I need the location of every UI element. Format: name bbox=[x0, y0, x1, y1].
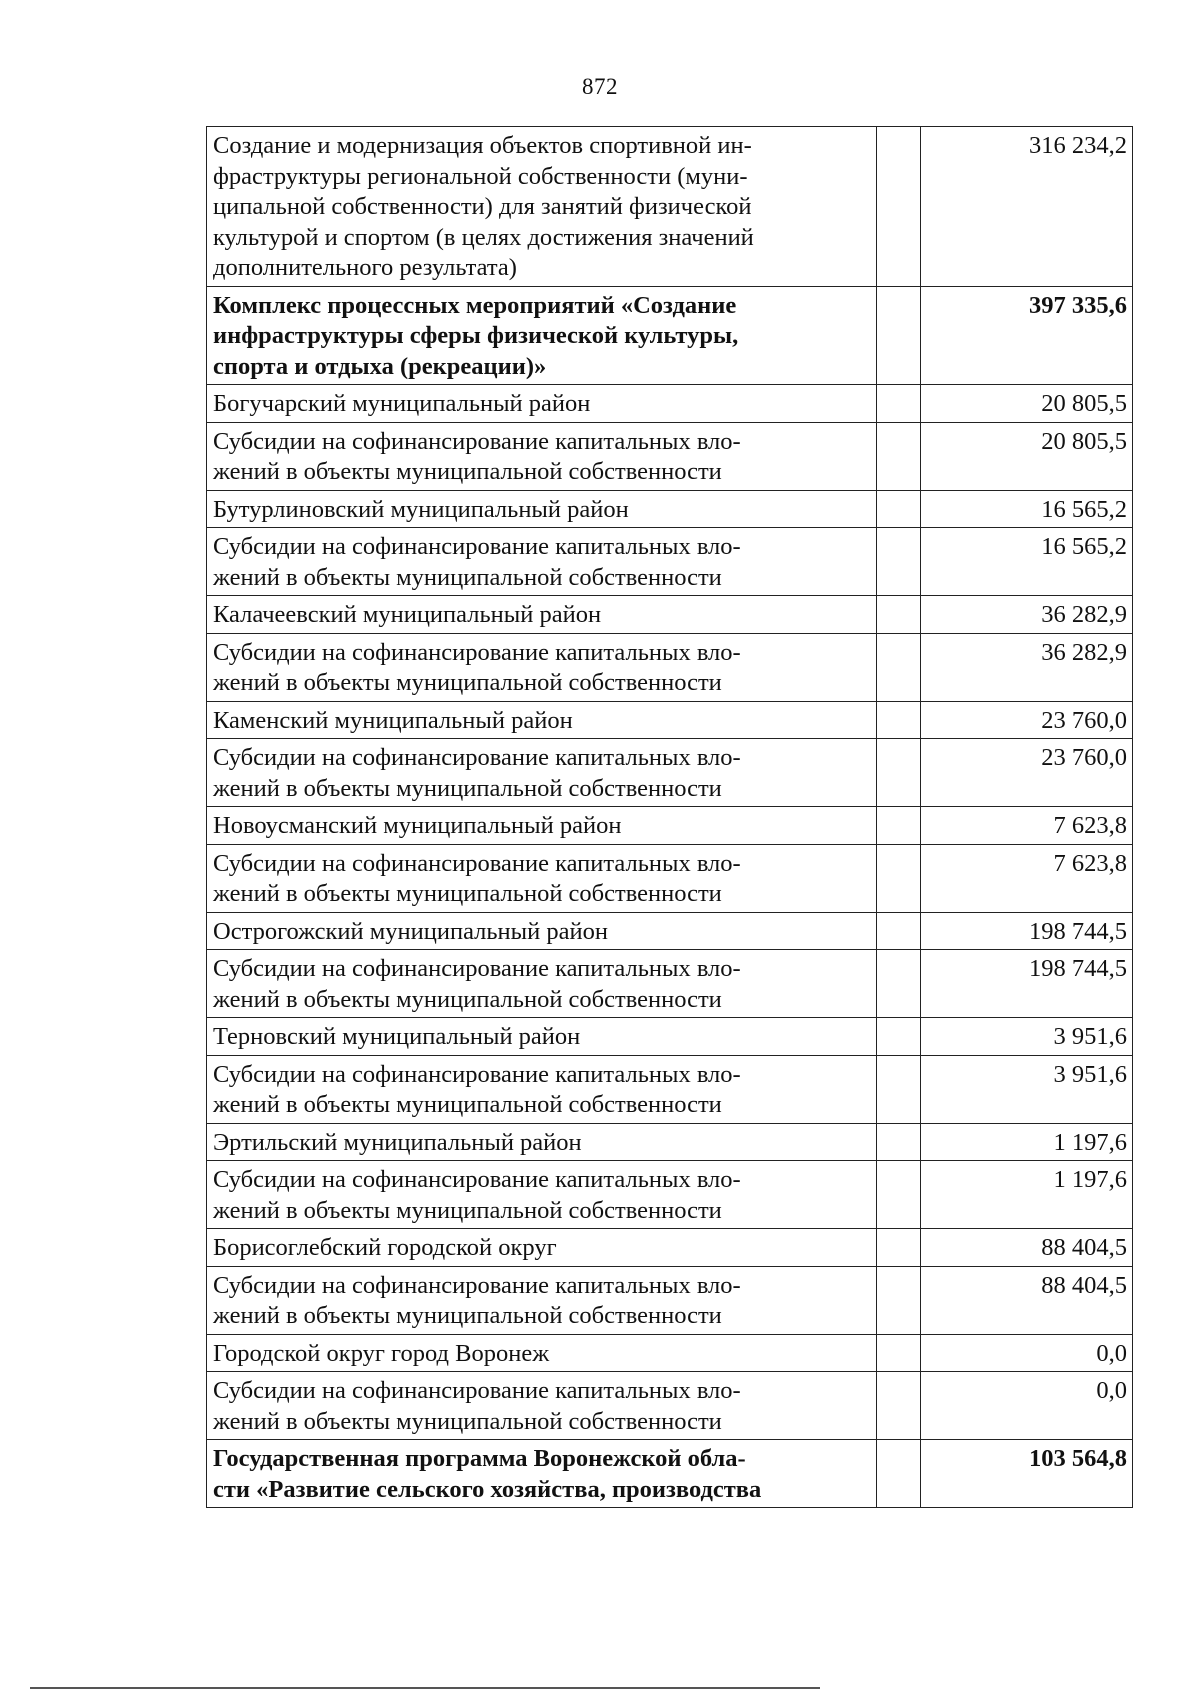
row-empty-cell bbox=[877, 286, 921, 385]
table-row bbox=[207, 807, 1133, 845]
row-description bbox=[207, 1266, 877, 1334]
page-bottom-rule bbox=[30, 1687, 820, 1689]
row-description-line: Государственная программа Воронежской обла- bbox=[213, 1445, 746, 1472]
row-amount: 198 744,5 bbox=[921, 912, 1133, 950]
row-amount: 23 760,0 bbox=[921, 739, 1133, 807]
row-empty-cell bbox=[877, 528, 921, 596]
row-description-line: жений в объекты муниципальной собственности bbox=[213, 1196, 722, 1224]
table-row bbox=[207, 1055, 1133, 1123]
row-empty-cell bbox=[877, 701, 921, 739]
row-empty-cell bbox=[877, 807, 921, 845]
table-row bbox=[207, 1266, 1133, 1334]
row-amount: 88 404,5 bbox=[921, 1229, 1133, 1267]
row-description bbox=[207, 950, 877, 1018]
table-row bbox=[207, 528, 1133, 596]
table-row bbox=[207, 633, 1133, 701]
row-description bbox=[207, 912, 877, 950]
row-description bbox=[207, 596, 877, 634]
row-description bbox=[207, 1161, 877, 1229]
table-row bbox=[207, 739, 1133, 807]
table-row bbox=[207, 1229, 1133, 1267]
row-amount: 16 565,2 bbox=[921, 528, 1133, 596]
row-description-line: Субсидии на софинансирование капитальных вло- bbox=[213, 427, 741, 455]
table-row bbox=[207, 701, 1133, 739]
row-amount: 16 565,2 bbox=[921, 490, 1133, 528]
table-row bbox=[207, 286, 1133, 385]
row-amount: 103 564,8 bbox=[921, 1440, 1133, 1508]
row-description-line: Субсидии на софинансирование капитальных вло- bbox=[213, 1377, 741, 1404]
table-row bbox=[207, 596, 1133, 634]
row-description bbox=[207, 127, 877, 287]
row-description bbox=[207, 844, 877, 912]
row-description-line: Эртильский муниципальный район bbox=[213, 1128, 582, 1156]
row-description-line: жений в объекты муниципальной собственности bbox=[213, 1091, 722, 1118]
row-empty-cell bbox=[877, 1266, 921, 1334]
row-empty-cell bbox=[877, 1018, 921, 1056]
row-description-line: жений в объекты муниципальной собственности bbox=[213, 1407, 722, 1435]
table-row bbox=[207, 1334, 1133, 1372]
row-empty-cell bbox=[877, 1055, 921, 1123]
row-description bbox=[207, 633, 877, 701]
row-amount: 36 282,9 bbox=[921, 596, 1133, 634]
row-description-line: Борисоглебский городской округ bbox=[213, 1234, 557, 1261]
row-description bbox=[207, 807, 877, 845]
row-description-line: Субсидии на софинансирование капитальных вло- bbox=[213, 744, 741, 771]
row-empty-cell bbox=[877, 1440, 921, 1508]
row-description-line: Терновский муниципальный район bbox=[213, 1023, 581, 1050]
row-empty-cell bbox=[877, 385, 921, 423]
row-description bbox=[207, 422, 877, 490]
row-description-line: Богучарский муниципальный район bbox=[213, 390, 591, 417]
budget-table bbox=[206, 126, 1133, 1508]
row-amount: 1 197,6 bbox=[921, 1161, 1133, 1229]
row-empty-cell bbox=[877, 1229, 921, 1267]
row-description-line: Новоусманский муниципальный район bbox=[213, 812, 622, 839]
row-amount: 23 760,0 bbox=[921, 701, 1133, 739]
row-description bbox=[207, 1440, 877, 1508]
row-description-line: Калачеевский муниципальный район bbox=[213, 601, 602, 628]
row-empty-cell bbox=[877, 422, 921, 490]
row-amount: 3 951,6 bbox=[921, 1055, 1133, 1123]
row-empty-cell bbox=[877, 844, 921, 912]
row-description-line: жений в объекты муниципальной собственности bbox=[213, 1302, 722, 1329]
row-description bbox=[207, 385, 877, 423]
row-description-line: Субсидии на софинансирование капитальных вло- bbox=[213, 955, 741, 982]
row-empty-cell bbox=[877, 739, 921, 807]
table-row bbox=[207, 1372, 1133, 1440]
row-description-line: инфраструктуры сферы физической культуры, bbox=[213, 322, 739, 349]
row-description-line: Субсидии на софинансирование капитальных вло- bbox=[213, 638, 741, 666]
row-description bbox=[207, 1229, 877, 1267]
row-amount: 397 335,6 bbox=[921, 286, 1133, 385]
row-empty-cell bbox=[877, 1334, 921, 1372]
row-description-line: Субсидии на софинансирование капитальных вло- bbox=[213, 533, 741, 560]
row-amount: 36 282,9 bbox=[921, 633, 1133, 701]
row-description bbox=[207, 1018, 877, 1056]
row-empty-cell bbox=[877, 633, 921, 701]
row-description-line: дополнительного результата) bbox=[213, 254, 517, 281]
row-description-line: Каменский муниципальный район bbox=[213, 706, 573, 734]
row-description bbox=[207, 1334, 877, 1372]
row-empty-cell bbox=[877, 1123, 921, 1161]
row-description-line: Субсидии на софинансирование капитальных вло- bbox=[213, 849, 741, 877]
table-row bbox=[207, 912, 1133, 950]
row-empty-cell bbox=[877, 1161, 921, 1229]
table-row bbox=[207, 1161, 1133, 1229]
row-description-line: жений в объекты муниципальной собственности bbox=[213, 985, 722, 1013]
row-description-line: сти «Развитие сельского хозяйства, производства bbox=[213, 1475, 762, 1503]
row-description-line: жений в объекты муниципальной собственности bbox=[213, 880, 722, 907]
row-description bbox=[207, 701, 877, 739]
row-description-line: Субсидии на софинансирование капитальных вло- bbox=[213, 1166, 741, 1193]
row-description-line: Острогожский муниципальный район bbox=[213, 917, 608, 945]
row-description-line: жений в объекты муниципальной собственности bbox=[213, 669, 722, 696]
row-empty-cell bbox=[877, 950, 921, 1018]
row-amount: 1 197,6 bbox=[921, 1123, 1133, 1161]
row-amount: 20 805,5 bbox=[921, 385, 1133, 423]
row-empty-cell bbox=[877, 127, 921, 287]
row-description bbox=[207, 739, 877, 807]
row-empty-cell bbox=[877, 490, 921, 528]
row-amount: 20 805,5 bbox=[921, 422, 1133, 490]
table-row bbox=[207, 1123, 1133, 1161]
budget-table-body bbox=[207, 127, 1133, 1508]
row-amount: 7 623,8 bbox=[921, 807, 1133, 845]
row-amount: 88 404,5 bbox=[921, 1266, 1133, 1334]
row-description-line: Бутурлиновский муниципальный район bbox=[213, 495, 629, 523]
row-description-line: спорта и отдыха (рекреации)» bbox=[213, 352, 547, 380]
row-amount: 316 234,2 bbox=[921, 127, 1133, 287]
row-description-line: фраструктуры региональной собственности (муни- bbox=[213, 162, 748, 190]
row-amount: 0,0 bbox=[921, 1334, 1133, 1372]
row-description-line: ципальной собственности) для занятий физической bbox=[213, 193, 752, 220]
row-amount: 7 623,8 bbox=[921, 844, 1133, 912]
row-empty-cell bbox=[877, 912, 921, 950]
row-amount: 198 744,5 bbox=[921, 950, 1133, 1018]
row-description bbox=[207, 1055, 877, 1123]
row-description-line: культурой и спортом (в целях достижения значений bbox=[213, 223, 754, 251]
row-description bbox=[207, 1372, 877, 1440]
row-description bbox=[207, 490, 877, 528]
row-description-line: Субсидии на софинансирование капитальных вло- bbox=[213, 1271, 741, 1299]
page-number: 872 bbox=[582, 74, 618, 99]
row-amount: 0,0 bbox=[921, 1372, 1133, 1440]
row-description-line: жений в объекты муниципальной собственности bbox=[213, 458, 722, 485]
table-row bbox=[207, 1018, 1133, 1056]
row-description-line: Городской округ город Воронеж bbox=[213, 1339, 550, 1367]
row-description-line: Комплекс процессных мероприятий «Создание bbox=[213, 291, 737, 319]
table-row bbox=[207, 950, 1133, 1018]
row-empty-cell bbox=[877, 1372, 921, 1440]
row-description-line: жений в объекты муниципальной собственности bbox=[213, 563, 722, 591]
table-row bbox=[207, 490, 1133, 528]
row-description bbox=[207, 528, 877, 596]
row-description bbox=[207, 286, 877, 385]
row-description-line: Субсидии на софинансирование капитальных вло- bbox=[213, 1060, 741, 1088]
table-row bbox=[207, 422, 1133, 490]
table-row bbox=[207, 127, 1133, 287]
row-amount: 3 951,6 bbox=[921, 1018, 1133, 1056]
table-row bbox=[207, 844, 1133, 912]
row-description-line: Создание и модернизация объектов спортивной ин- bbox=[213, 132, 752, 159]
table-row bbox=[207, 1440, 1133, 1508]
table-row bbox=[207, 385, 1133, 423]
row-description bbox=[207, 1123, 877, 1161]
row-empty-cell bbox=[877, 596, 921, 634]
row-description-line: жений в объекты муниципальной собственности bbox=[213, 774, 722, 802]
